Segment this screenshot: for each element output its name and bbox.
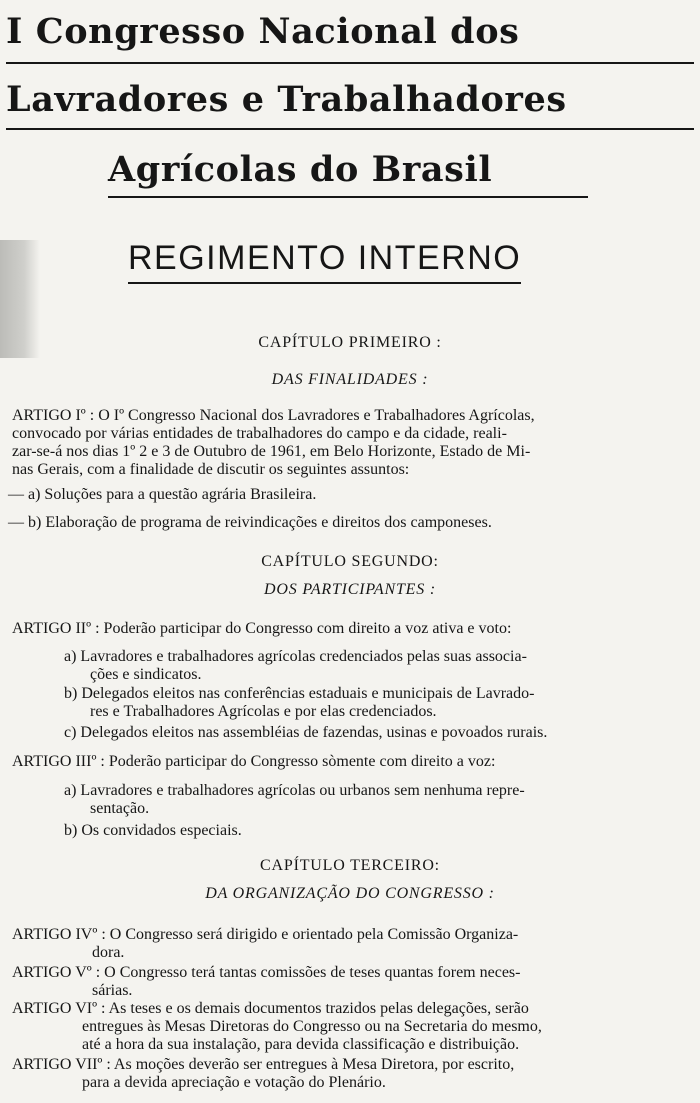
artigo-4-line: dora. [92,944,125,961]
title-underline-2 [6,128,694,130]
artigo-2-line: ARTIGO IIº : Poderão participar do Congresso com direito a voz ativa e voto: [12,620,512,637]
item-line: a) Lavradores e trabalhadores agrícolas ou urbanos sem nenhuma repre- [64,782,525,799]
title-underline-1 [6,62,694,64]
artigo-1-line: ARTIGO Iº : O Iº Congresso Nacional dos Lavradores e Trabalhadores Agrícolas, [12,407,535,424]
title-line-2: Lavradores e Trabalhadores [6,79,567,120]
artigo-6-line: ARTIGO VIº : As teses e os demais documentos trazidos pelas delegações, serão [12,1000,529,1017]
artigo-7-line: para a devida apreciação e votação do Plenário. [82,1074,386,1091]
document-subtitle: REGIMENTO INTERNO [128,236,521,284]
artigo-5 [12,964,692,1000]
artigo-6-line: entregues às Mesas Diretoras do Congresso ou na Secretaria do mesmo, [82,1018,542,1035]
chapter-3-title: DA ORGANIZAÇÃO DO CONGRESSO : [205,885,495,902]
voz-item-a [64,782,694,818]
artigo-3-line: ARTIGO IIIº : Poderão participar do Congresso sòmente com direito a voz: [12,753,496,770]
participante-item-a [64,648,694,684]
artigo-7 [12,1056,692,1092]
artigo-2 [12,620,692,638]
item-line: c) Delegados eleitos nas assembléias de fazendas, usinas e povoados rurais. [64,724,548,741]
artigo-1-line: zar-se-á nos dias 1º 2 e 3 de Outubro de 1961, em Belo Horizonte, Estado de Mi- [12,443,531,460]
artigo-4-line: ARTIGO IVº : O Congresso será dirigido e orientado pela Comissão Organiza- [12,926,519,943]
item-line: res e Trabalhadores Agrícolas e por elas credenciados. [90,703,437,720]
artigo-6-line: até a hora da sua instalação, para devida classificação e distribuição. [82,1036,520,1053]
item-line: b) Os convidados especiais. [64,822,242,839]
item-line: sentação. [90,800,150,817]
finalidade-item-a: — a) Soluções para a questão agrária Brasileira. [8,486,317,503]
title-line-1: I Congresso Nacional dos [6,11,520,52]
artigo-5-line: sárias. [92,982,133,999]
title-line-3: Agrícolas do Brasil [108,149,493,190]
title-underline-3 [108,196,588,198]
artigo-1-line: nas Gerais, com a finalidade de discutir os seguintes assuntos: [12,461,410,478]
artigo-7-line: ARTIGO VIIº : As moções deverão ser entregues à Mesa Diretora, por escrito, [12,1056,515,1073]
artigo-3 [12,753,692,771]
chapter-2-title: DOS PARTICIPANTES : [264,581,436,598]
artigo-6 [12,1000,692,1054]
artigo-1-line: convocado por várias entidades de trabalhadores do campo e da cidade, reali- [12,425,507,442]
artigo-1 [12,407,692,479]
voz-item-b [64,822,694,840]
item-line: b) Delegados eleitos nas conferências estaduais e municipais de Lavrado- [64,685,535,702]
item-line: ções e sindicatos. [90,666,202,683]
item-line: a) Lavradores e trabalhadores agrícolas credenciados pelas suas associa- [64,648,527,665]
chapter-1-title: DAS FINALIDADES : [271,371,429,388]
chapter-1-heading: CAPÍTULO PRIMEIRO : [258,334,442,351]
finalidade-item-b: — b) Elaboração de programa de reivindicações e direitos dos camponeses. [8,514,492,531]
chapter-3-heading: CAPÍTULO TERCEIRO: [260,857,440,874]
participante-item-c [64,724,694,742]
participante-item-b [64,685,694,721]
chapter-2-heading: CAPÍTULO SEGUNDO: [261,553,439,570]
artigo-5-line: ARTIGO Vº : O Congresso terá tantas comissões de teses quantas forem neces- [12,964,521,981]
artigo-4 [12,926,692,962]
